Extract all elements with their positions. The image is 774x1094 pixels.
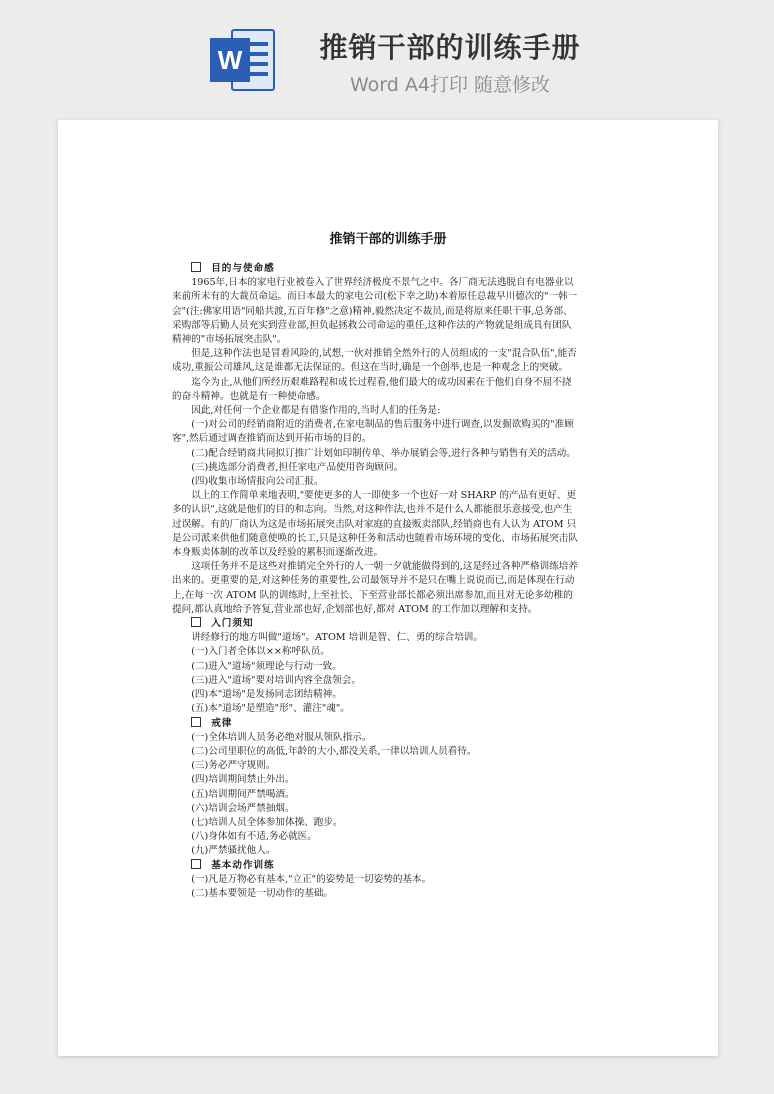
document-title: 推销干部的训练手册 <box>329 232 447 247</box>
section-heading-text: 戒律 <box>211 717 233 729</box>
document-page <box>58 120 718 1056</box>
section-heading-text: 目的与使命感 <box>211 263 275 274</box>
paragraph: 因此,对任何一个企业都是有借鉴作用的,当时人们的任务是: <box>191 405 441 417</box>
list-item: (三)务必严守规则。 <box>191 760 276 772</box>
list-item: (二)公司里职位的高低,年龄的大小,都没关系,一律以培训人员看待。 <box>191 745 477 757</box>
paragraph: 1965年,日本的家电行业被卷入了世界经济极度不景气之中。各厂商无法逃脱自有电器业以来前所未有的大裁员命运。而日本最大的家电公司(松下幸之助)本着原任总裁早川德次的"一韩一会"(注:佛家用语"同船共渡,五百年修"之意)精神,毅然决定不裁员,而是将原来任职干事,总务部、采购部等后勤人员充实到营业部,担负起拯救公司命运的重任,这种作法的产物就是组成具有团队精神的"市场拓展突击队"。 <box>172 277 578 346</box>
checkbox-icon <box>191 717 201 727</box>
list-item: (八)身体如有不适,务必就医。 <box>191 831 317 843</box>
list-item: (二)基本要领是一切动作的基础。 <box>191 887 333 899</box>
section-heading-text: 基本动作训练 <box>211 859 275 871</box>
section-heading-text: 入门须知 <box>211 618 254 630</box>
list-item: (一)凡是万物必有基本,"立正"的姿势是一切姿势的基本。 <box>191 873 432 885</box>
section-heading <box>172 717 578 731</box>
list-item: (六)培训会场严禁抽烟。 <box>191 802 295 814</box>
list-item: (三)进入"道场"要对培训内容全盘领会。 <box>191 674 361 686</box>
list-item: (二)进入"道场"须理论与行动一致。 <box>191 660 342 672</box>
section-heading <box>172 617 578 631</box>
word-icon-letter: W <box>217 45 243 75</box>
document-body <box>172 262 578 901</box>
list-item: (三)挑选部分消费者,担任家电产品使用咨询顾问。 <box>191 461 404 473</box>
header-subtitle: Word A4打印 随意修改 <box>349 74 550 96</box>
header <box>0 0 774 118</box>
list-item: (五)本"道场"是塑造"形"、灌注"魂"。 <box>191 703 350 715</box>
paragraph: 这项任务并不是这些对推销完全外行的人一朝一夕就能做得到的,这是经过各种严格训练培养出来的。更重要的是,对这种任务的重要性,公司最领导并不是只在嘴上说说而已,而是体现在行动上,在每一次 ATOM 队的训练时,上至社长、下至营业部长都必须出席参加,而且对无论多幼稚的提问,都认真地给予答复,营业部也好,企划部也好,都对 ATOM 的工作加以理解和支持。 <box>172 561 578 615</box>
list-item: (四)本"道场"是发扬同志团结精神。 <box>191 689 342 701</box>
paragraph: 迄今为止,从他们所经历艰难路程和成长过程看,他们最大的成功因素在于他们自身不屈不挠的奋斗精神。也就是有一种使命感。 <box>172 376 572 402</box>
list-item: (一)入门者全体以××称呼队员。 <box>191 646 330 658</box>
list-item: (二)配合经销商共同拟订推广计划如印制传单、举办展销会等,进行各种与销售有关的活动。 <box>191 447 576 459</box>
list-item: (五)培训期间严禁喝酒。 <box>191 788 295 800</box>
list-item: (四)收集市场情报向公司汇报。 <box>191 476 324 488</box>
list-item: (一)对公司的经销商附近的消费者,在家电制品的售后服务中进行调查,以发掘欲购买的"准顾客",然后通过调查推销而达到开拓市场的目的。 <box>172 419 574 445</box>
paragraph: 以上的工作简单来地表明,"要使更多的人一即使多一个也好一对 SHARP 的产品有更好、更多的认识",这就是他们的目的和志向。当然,对这种作法,也并不是什么人都能很乐意接受,也产生过误解。有的厂商认为这是市场拓展突击队对家庭的直接贩卖部队,经销商也有人认为 ATOM 只是公司派来供他们随意使唤的长工,只是这种任务和活动也随着市场环境的变化、市场拓展突击队本身贩卖体制的改革以及经验的累积而逐渐改进。 <box>172 490 578 559</box>
checkbox-icon <box>191 859 201 869</box>
header-title: 推销干部的训练手册 <box>319 31 581 64</box>
list-item: (一)全体培训人员务必绝对服从领队指示。 <box>191 731 372 743</box>
word-icon <box>208 24 278 96</box>
list-item: (四)培训期间禁止外出。 <box>191 774 295 786</box>
list-item: (七)培训人员全体参加体操、跑步。 <box>191 816 343 828</box>
checkbox-icon <box>191 617 201 627</box>
list-item: (九)严禁骚扰他人。 <box>191 845 276 857</box>
checkbox-icon <box>191 262 201 272</box>
paragraph: 但是,这种作法也是冒着风险的,试想,一伙对推销全然外行的人员组成的一支"混合队伍",能否成功,重振公司雄风,这是谁都无法保证的。但这在当时,确是一个创举,也是一种观念上的突破。 <box>172 348 577 374</box>
section-heading <box>172 262 578 276</box>
list-item: 讲经修行的地方叫做"道场"。ATOM 培训是智、仁、勇的综合培训。 <box>191 632 483 644</box>
section-heading <box>172 859 578 873</box>
